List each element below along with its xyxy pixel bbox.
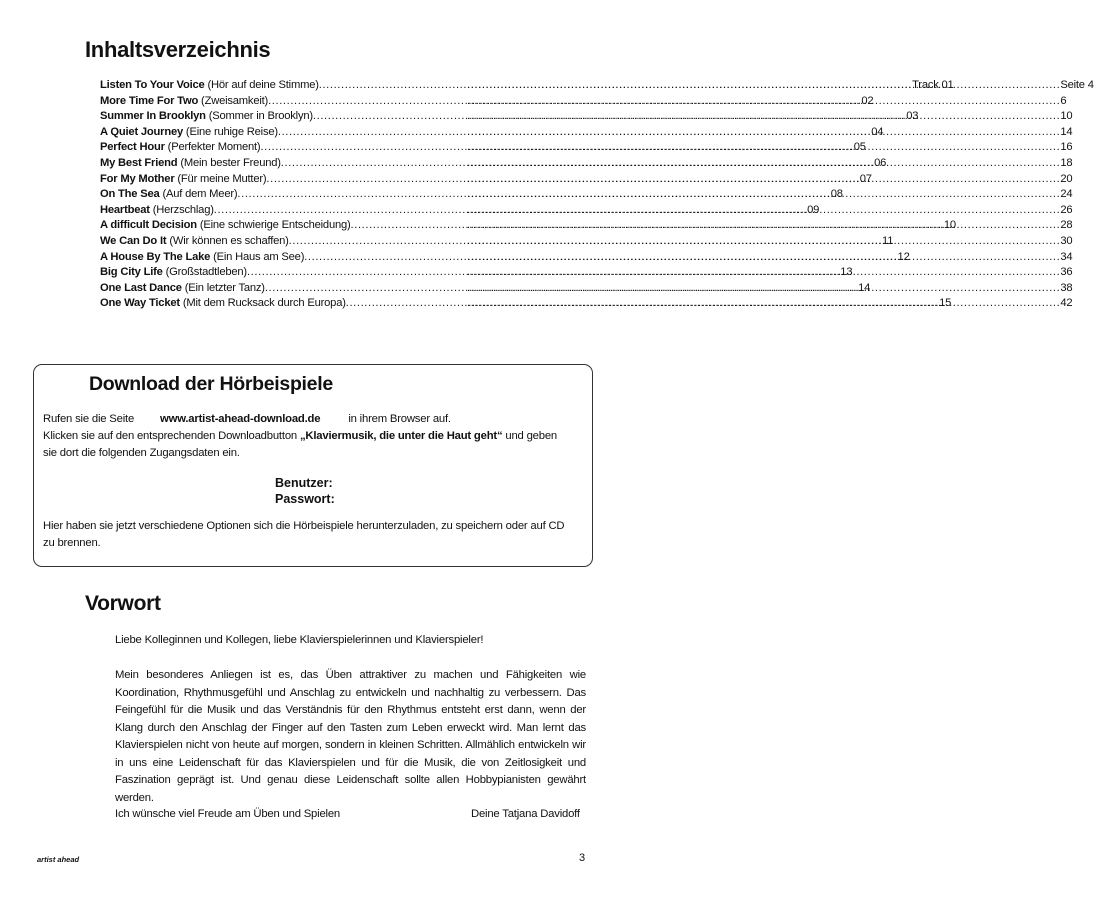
page-ref: 18 (1060, 156, 1073, 169)
page-ref: 42 (1060, 297, 1073, 310)
toc-entry[interactable] (100, 203, 1073, 219)
vorwort-body: Mein besonderes Anliegen ist es, das Üben attraktiver zu machen und Fähigkeiten wie Koordination, Rhythmusgefühl und Anschlag zu entwickeln und nachhaltig zu verbessern. Das Feingefühl für die Musik und das Verständnis für den Rhythmus entsteht erst dann, wenn der Klang durch den Anschlag der Finger auf den Tasten zum Leben erweckt wird. Man lernt das Klavierspielen nicht von heute auf morgen, sondern in kleinen Schritten. Allmählich entwickeln wir in uns eine Leidenschaft für das Klavierspielen und für die Musik, die von Zeitlosigkeit und Faszination geprägt ist. Und genau diese Leidenschaft sollte allen Hobbypianisten gewährt werden. (115, 669, 586, 804)
track-number: 06 (874, 156, 887, 169)
page-ref: 20 (1060, 172, 1073, 185)
toc-entry[interactable] (100, 125, 1073, 141)
toc-entry-title: For My Mother (Für meine Mutter) (100, 172, 267, 185)
dot-leader (467, 172, 1060, 188)
vorwort-closing: Ich wünsche viel Freude am Üben und Spielen (115, 808, 341, 820)
track-number: 04 (871, 125, 884, 138)
toc-entry-title: Big City Life (Großstadtleben) (100, 266, 247, 279)
track-number: 12 (897, 250, 910, 263)
dot-leader (467, 265, 1060, 281)
toc-entry[interactable] (100, 250, 1073, 266)
page-ref: 26 (1060, 203, 1073, 216)
dot-leader (467, 78, 1060, 94)
text: in ihrem Browser auf. (348, 413, 451, 425)
download-box (33, 364, 593, 567)
dot-leader (467, 218, 1060, 234)
toc-entry-title: On The Sea (Auf dem Meer) (100, 188, 238, 201)
toc-list (100, 78, 1094, 312)
toc-entry-title: One Way Ticket (Mit dem Rucksack durch Europa) (100, 297, 346, 310)
page-ref: 14 (1060, 125, 1073, 138)
toc-entry-title: Perfect Hour (Perfekter Moment) (100, 141, 261, 154)
page-ref: 30 (1060, 234, 1073, 247)
toc-entry-title: More Time For Two (Zweisamkeit) (100, 94, 269, 107)
toc-entry-title: A House By The Lake (Ein Haus am See) (100, 250, 305, 263)
toc-entry-title: My Best Friend (Mein bester Freund) (100, 156, 281, 169)
toc-entry-title: A Quiet Journey (Eine ruhige Reise) (100, 125, 278, 138)
text: sie dort die folgenden Zugangsdaten ein. (43, 447, 240, 459)
toc-entry[interactable] (100, 94, 1067, 110)
dot-leader (467, 156, 1060, 172)
dot-leader (467, 203, 1060, 219)
toc-title: Inhaltsverzeichnis (85, 37, 271, 62)
toc-entry[interactable] (100, 172, 1073, 188)
page-ref: 24 (1060, 188, 1073, 201)
dot-leader (467, 187, 1060, 203)
toc-entry[interactable] (100, 140, 1073, 156)
password-label: Passwort: (275, 492, 335, 506)
vorwort-signature: Deine Tatjana Davidoff (471, 808, 580, 820)
page-ref: 34 (1060, 250, 1073, 263)
toc-entry[interactable] (100, 78, 1094, 94)
page-ref: 6 (1060, 94, 1067, 107)
download-url[interactable]: www.artist-ahead-download.de (160, 413, 321, 425)
track-number: 07 (859, 172, 872, 185)
track-number: 02 (861, 94, 874, 107)
user-label: Benutzer: (275, 476, 333, 490)
dot-leader (467, 140, 1060, 156)
toc-entry[interactable] (100, 296, 1073, 312)
page-ref: 16 (1060, 141, 1073, 154)
page-ref: Seite 4 (1060, 79, 1094, 91)
toc-entry[interactable] (100, 187, 1073, 203)
toc-entry[interactable] (100, 109, 1073, 125)
track-number: 11 (882, 234, 894, 247)
toc-entry[interactable] (100, 218, 1073, 234)
dot-leader (467, 250, 1060, 266)
text: Rufen sie die Seite (43, 413, 135, 425)
toc-entry-title: Heartbeat (Herzschlag) (100, 203, 214, 216)
vorwort-greeting: Liebe Kolleginnen und Kollegen, liebe Klavierspielerinnen und Klavierspieler! (115, 634, 484, 646)
toc-entry-title: Summer In Brooklyn (Sommer in Brooklyn) (100, 110, 313, 123)
page-ref: 10 (1060, 110, 1073, 123)
page-ref: 38 (1060, 281, 1073, 294)
toc-entry-title: One Last Dance (Ein letzter Tanz) (100, 281, 265, 294)
toc-entry-title: Listen To Your Voice (Hör auf deine Stimme) (100, 79, 319, 91)
toc-entry[interactable] (100, 265, 1073, 281)
download-title: Download der Hörbeispiele (89, 373, 333, 395)
toc-entry[interactable] (100, 281, 1073, 297)
track-number: 13 (840, 266, 853, 279)
toc-entry[interactable] (100, 234, 1073, 250)
track-number: 03 (906, 110, 919, 123)
track-number: 05 (853, 141, 866, 154)
credentials (275, 475, 335, 507)
vorwort-title: Vorwort (85, 592, 161, 615)
dot-leader (467, 125, 1060, 141)
track-number: 09 (807, 203, 820, 216)
page-ref: 28 (1060, 219, 1073, 232)
dot-leader (467, 109, 1060, 125)
text: Hier haben sie jetzt verschiedene Optionen sich die Hörbeispiele herunterzuladen, zu speichern oder auf CD (43, 520, 565, 532)
dot-leader (467, 234, 1060, 250)
download-button-name: „Klaviermusik, die unter die Haut geht“ (299, 430, 503, 442)
dot-leader (467, 296, 1060, 312)
track-number: 15 (939, 297, 952, 310)
dot-leader (467, 94, 1060, 110)
track-number: 14 (858, 281, 871, 294)
page-ref: 36 (1060, 266, 1073, 279)
text: zu brennen. (43, 537, 101, 549)
download-instructions (43, 411, 588, 462)
toc-entry-title: A difficult Decision (Eine schwierige Entscheidung) (100, 219, 351, 232)
text: Klicken sie auf den entsprechenden Downloadbutton (43, 430, 297, 442)
track-number: 10 (943, 219, 956, 232)
page-number: 3 (579, 852, 586, 864)
download-note (43, 518, 588, 552)
toc-entry[interactable] (100, 156, 1073, 172)
track-number: 08 (830, 188, 843, 201)
track-number: Track 01 (912, 79, 954, 91)
toc-entry-title: We Can Do It (Wir können es schaffen) (100, 234, 289, 247)
artist-ahead-logo: artist ahead (37, 855, 80, 864)
text: und geben (505, 430, 557, 442)
dot-leader (467, 281, 1060, 297)
